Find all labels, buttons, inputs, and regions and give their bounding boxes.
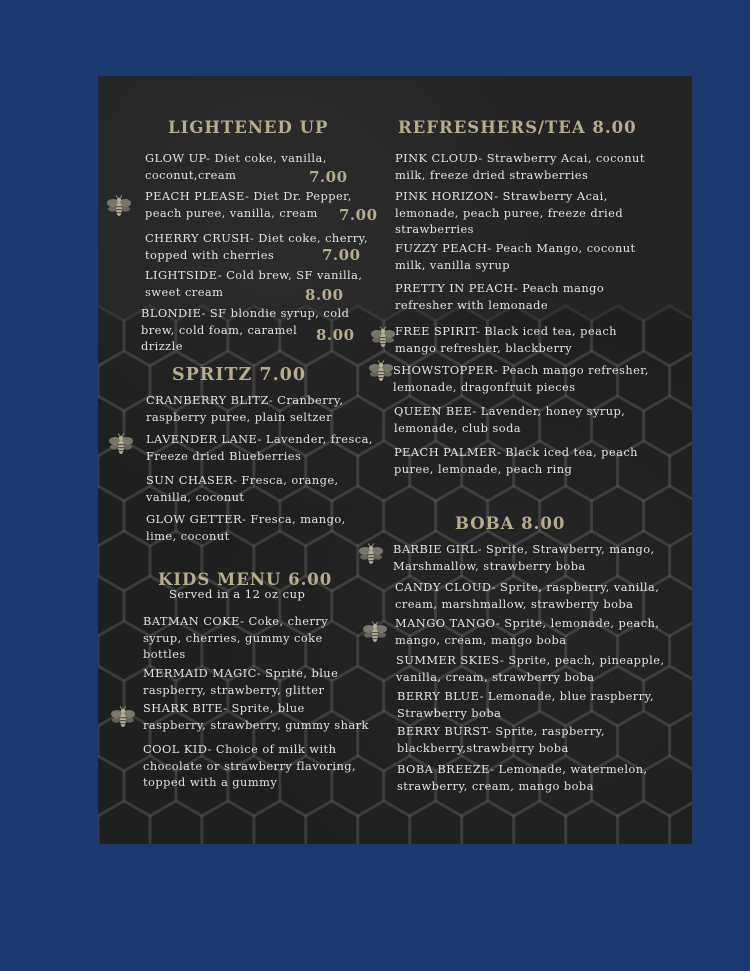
refreshers-heading: REFRESHERS/TEA 8.00 bbox=[398, 118, 637, 137]
item-price: 7.00 bbox=[309, 168, 348, 186]
item-description: SHARK BITE- Sprite, blue raspberry, strawberry, gummy shark bbox=[143, 701, 369, 732]
item-description: BERRY BLUE- Lemonade, blue raspberry, Strawberry boba bbox=[397, 689, 655, 720]
item-description: PINK CLOUD- Strawberry Acai, coconut milk, freeze dried strawberries bbox=[395, 151, 645, 182]
boba-item bbox=[397, 761, 692, 794]
refresher-item bbox=[395, 323, 685, 356]
spritz-item bbox=[146, 392, 386, 425]
item-description: LIGHTSIDE- Cold brew, SF vanilla, sweet cream bbox=[145, 268, 363, 299]
kids-menu-subtitle: Served in a 12 oz cup bbox=[169, 587, 306, 601]
kids-item bbox=[143, 613, 383, 663]
item-description: PRETTY IN PEACH- Peach mango refresher with lemonade bbox=[395, 281, 605, 312]
item-description: GLOW UP- Diet coke, vanilla, coconut,cream bbox=[145, 151, 327, 182]
item-description: CRANBERRY BLITZ- Cranberry, raspberry puree, plain seltzer bbox=[146, 393, 344, 424]
spritz-item bbox=[146, 431, 391, 464]
item-price: 7.00 bbox=[339, 206, 378, 224]
item-description: SUN CHASER- Fresca, orange, vanilla, coconut bbox=[146, 473, 339, 504]
item-description: QUEEN BEE- Lavender, honey syrup, lemonade, club soda bbox=[394, 404, 626, 435]
menu-board bbox=[98, 76, 692, 844]
refresher-item bbox=[395, 280, 685, 313]
refresher-item bbox=[395, 188, 685, 238]
boba-item bbox=[395, 579, 690, 612]
lightened-up-item bbox=[145, 267, 385, 300]
bee-icon bbox=[368, 360, 394, 384]
item-description: BATMAN COKE- Coke, cherry syrup, cherries, gummy coke bottles bbox=[143, 614, 329, 661]
item-description: PEACH PLEASE- Diet Dr. Pepper, peach puree, vanilla, cream bbox=[145, 189, 352, 220]
item-price: 8.00 bbox=[305, 286, 344, 304]
item-description: BOBA BREEZE- Lemonade, watermelon, strawberry, cream, mango boba bbox=[397, 762, 648, 793]
item-description: MERMAID MAGIC- Sprite, blue raspberry, strawberry, glitter bbox=[143, 666, 339, 697]
item-description: CANDY CLOUD- Sprite, raspberry, vanilla, cream, marshmallow, strawberry boba bbox=[395, 580, 660, 611]
item-price: 8.00 bbox=[316, 326, 355, 344]
item-price: 7.00 bbox=[322, 246, 361, 264]
refresher-item bbox=[395, 240, 685, 273]
item-description: SHOWSTOPPER- Peach mango refresher, lemonade, dragonfruit pieces bbox=[393, 363, 650, 394]
item-description: LAVENDER LANE- Lavender, fresca, Freeze dried Blueberries bbox=[146, 432, 373, 463]
bee-icon bbox=[110, 706, 136, 730]
item-description: CHERRY CRUSH- Diet coke, cherry, topped with cherries bbox=[145, 231, 369, 262]
item-description: FREE SPIRIT- Black iced tea, peach mango refresher, blackberry bbox=[395, 324, 617, 355]
item-description: BLONDIE- SF blondie syrup, cold brew, cold foam, caramel drizzle bbox=[141, 306, 350, 353]
kids-item bbox=[143, 741, 383, 791]
bee-icon bbox=[106, 195, 132, 219]
bee-icon bbox=[362, 621, 388, 645]
boba-item bbox=[393, 541, 688, 574]
item-description: PEACH PALMER- Black iced tea, peach puree, lemonade, peach ring bbox=[394, 445, 638, 476]
item-description: FUZZY PEACH- Peach Mango, coconut milk, vanilla syrup bbox=[395, 241, 636, 272]
item-description: GLOW GETTER- Fresca, mango, lime, coconut bbox=[146, 512, 346, 543]
spritz-item bbox=[146, 472, 386, 505]
refresher-item bbox=[395, 150, 685, 183]
refresher-item bbox=[394, 403, 684, 436]
item-description: MANGO TANGO- Sprite, lemonade, peach, mango, cream, mango boba bbox=[395, 616, 660, 647]
boba-item bbox=[397, 723, 692, 756]
spritz-item bbox=[146, 511, 386, 544]
boba-item bbox=[397, 688, 692, 721]
spritz-heading: SPRITZ 7.00 bbox=[172, 365, 307, 385]
kids-menu-heading: KIDS MENU 6.00 bbox=[158, 570, 333, 589]
kids-item bbox=[143, 665, 383, 698]
item-description: PINK HORIZON- Strawberry Acai, lemonade, peach puree, freeze dried strawberries bbox=[395, 189, 624, 236]
lightened-up-heading: LIGHTENED UP bbox=[168, 118, 329, 137]
bee-icon bbox=[370, 326, 396, 350]
refresher-item bbox=[393, 362, 688, 395]
boba-item bbox=[396, 652, 691, 685]
item-description: BARBIE GIRL- Sprite, Strawberry, mango, Marshmallow, strawberry boba bbox=[393, 542, 655, 573]
item-description: COOL KID- Choice of milk with chocolate or strawberry flavoring, topped with a gummy bbox=[143, 742, 357, 789]
item-description: SUMMER SKIES- Sprite, peach, pineapple, vanilla, cream, strawberry boba bbox=[396, 653, 665, 684]
kids-item bbox=[143, 700, 393, 733]
item-description: BERRY BURST- Sprite, raspberry, blackberry,strawberry boba bbox=[397, 724, 606, 755]
boba-item bbox=[395, 615, 690, 648]
boba-heading: BOBA 8.00 bbox=[455, 514, 566, 533]
bee-icon bbox=[108, 433, 134, 457]
refresher-item bbox=[394, 444, 684, 477]
bee-icon bbox=[358, 543, 384, 567]
